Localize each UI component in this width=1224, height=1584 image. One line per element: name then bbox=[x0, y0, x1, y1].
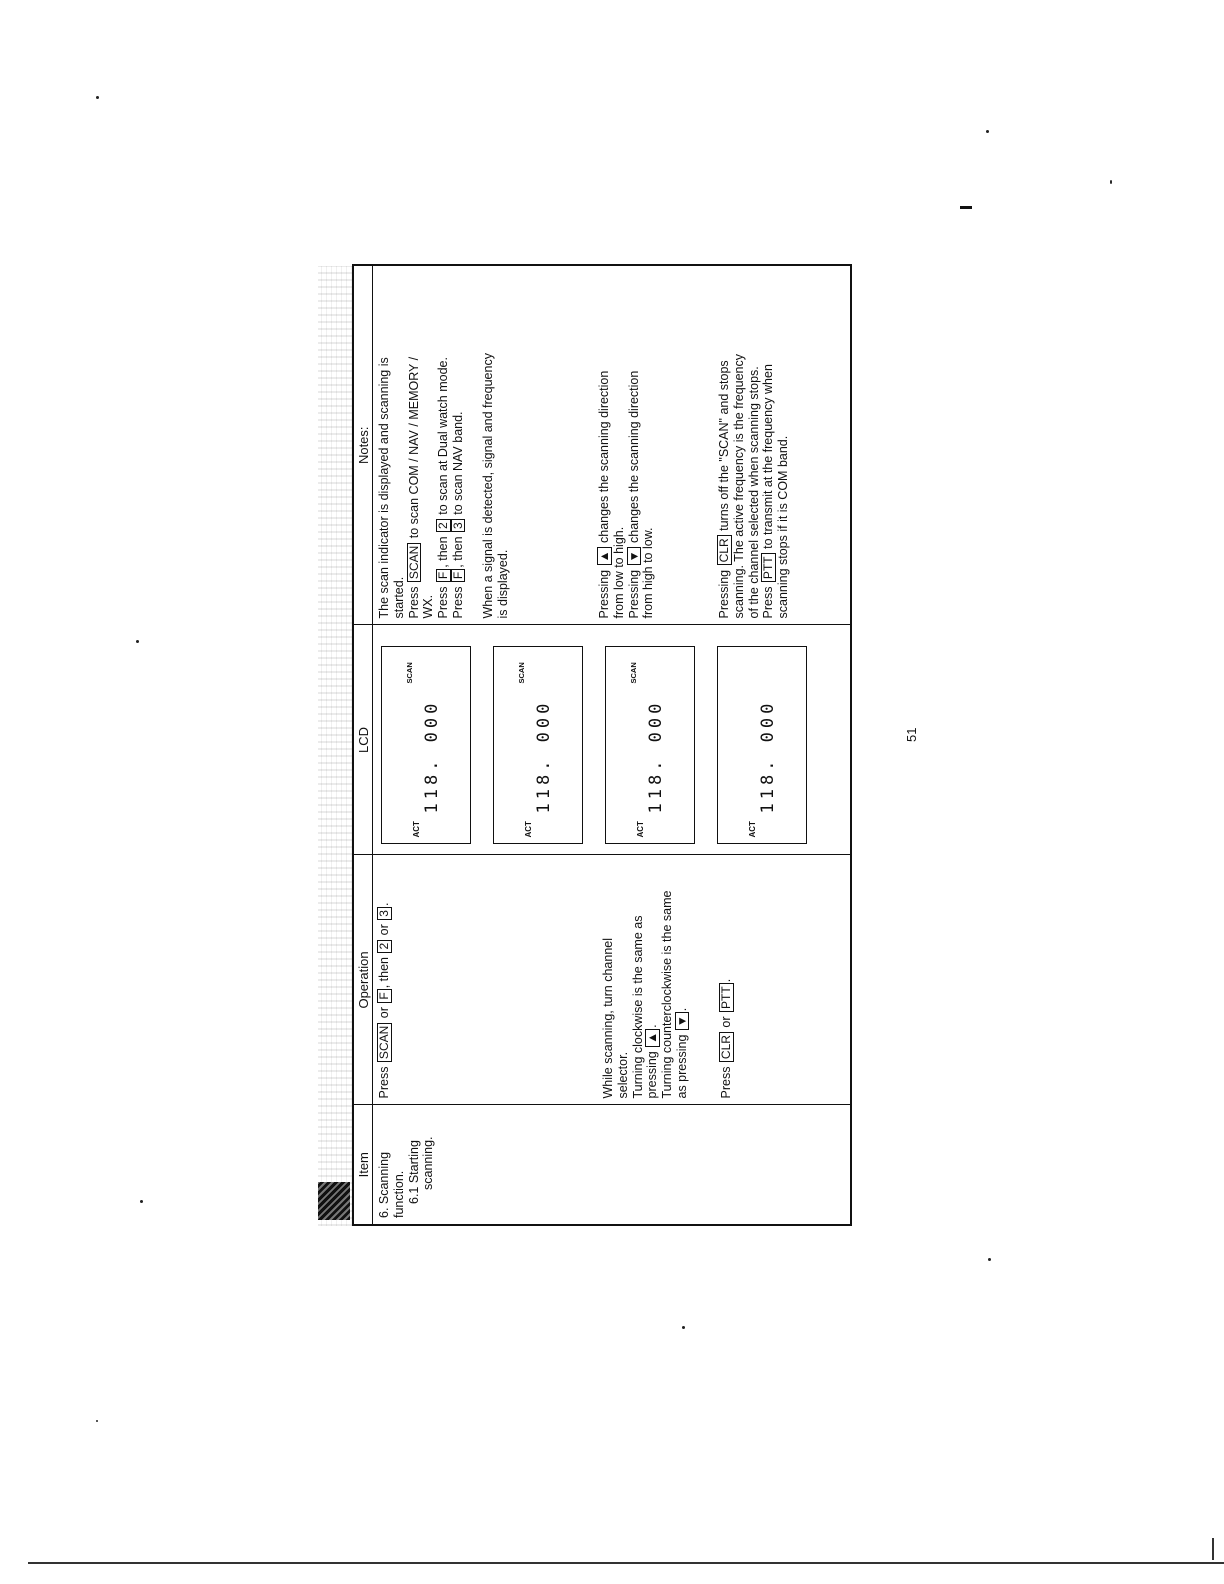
scan-speck bbox=[682, 1326, 685, 1329]
lcd-frequency: 118. 000 bbox=[758, 699, 778, 814]
notes-line: from high to low. bbox=[641, 527, 656, 619]
scan-speck bbox=[96, 96, 99, 99]
lcd-display bbox=[493, 647, 583, 845]
scan-speck bbox=[140, 1200, 143, 1203]
key-2: 2 bbox=[377, 940, 392, 953]
page-number: 51 bbox=[904, 727, 919, 742]
notes-line: WX. bbox=[421, 594, 436, 619]
operation-cell bbox=[373, 855, 852, 1105]
notes-text: , then bbox=[450, 536, 465, 568]
lcd-frequency: 118. 000 bbox=[534, 699, 554, 814]
lcd-act-label: ACT bbox=[636, 821, 645, 838]
scan-mark bbox=[960, 206, 972, 209]
notes-cell bbox=[373, 265, 852, 625]
operation-step-2 bbox=[601, 862, 719, 1099]
op-text: Press bbox=[719, 1066, 733, 1099]
notes-line: of the channel selected when scanning stops. bbox=[746, 366, 761, 619]
scan-noise-strip bbox=[318, 266, 352, 1226]
notes-text: Press bbox=[761, 586, 776, 619]
ptt-key: PTT bbox=[719, 983, 734, 1012]
op-text: pressing bbox=[645, 1051, 660, 1099]
lcd-scan-indicator: SCAN bbox=[517, 662, 526, 684]
key-3: 3 bbox=[451, 519, 466, 532]
notes-text: , then bbox=[436, 536, 450, 568]
scan-noise-block bbox=[318, 1182, 350, 1220]
notes-line bbox=[761, 272, 776, 619]
op-line bbox=[675, 862, 690, 1099]
notes-text: to scan at Dual watch mode. bbox=[436, 357, 450, 515]
operations-table bbox=[352, 264, 852, 1226]
notes-line: started. bbox=[391, 576, 406, 619]
op-text: . bbox=[674, 1007, 689, 1012]
lcd-act-label: ACT bbox=[748, 821, 757, 838]
scan-speck bbox=[136, 640, 139, 643]
item-subtitle-2: scanning. bbox=[421, 1136, 436, 1190]
lcd-scan-indicator: SCAN bbox=[405, 662, 414, 684]
op-text: or bbox=[719, 1016, 733, 1028]
down-arrow-key: ▼ bbox=[675, 1012, 690, 1030]
notes-line bbox=[451, 272, 466, 619]
notes-block-2 bbox=[481, 272, 597, 619]
operation-step-1 bbox=[377, 862, 473, 1099]
notes-line: scanning. The active frequency is the frequency bbox=[731, 353, 746, 619]
ptt-key: PTT bbox=[761, 553, 776, 582]
op-text: , then bbox=[377, 957, 391, 989]
notes-line bbox=[597, 272, 612, 619]
table-row bbox=[373, 265, 852, 1225]
clr-key: CLR bbox=[717, 535, 732, 565]
operation-step-spacer bbox=[473, 862, 601, 1099]
notes-line: from low to high. bbox=[611, 526, 626, 619]
notes-block-1 bbox=[377, 272, 481, 619]
op-text: or bbox=[377, 1007, 391, 1019]
op-line: Turning counterclockwise is the same bbox=[660, 890, 674, 1099]
operation-step-3 bbox=[719, 862, 734, 1099]
notes-text: changes the scanning direction bbox=[597, 370, 611, 543]
f-key: F bbox=[436, 569, 451, 582]
lcd-frequency: 118. 000 bbox=[646, 699, 666, 814]
lcd-act-label: ACT bbox=[412, 821, 421, 838]
bottom-rule bbox=[28, 1562, 1224, 1564]
scan-speck bbox=[96, 1420, 98, 1422]
lcd-cell bbox=[373, 625, 852, 855]
op-line: While scanning, turn channel bbox=[601, 937, 615, 1099]
lcd-act-label: ACT bbox=[524, 821, 533, 838]
rotated-page bbox=[352, 266, 852, 1226]
op-text: as pressing bbox=[674, 1034, 689, 1099]
scan-speck bbox=[1110, 180, 1112, 184]
notes-line bbox=[436, 272, 451, 619]
op-text: Press bbox=[377, 1066, 391, 1099]
right-tick-mark bbox=[1212, 1538, 1214, 1560]
scan-speck bbox=[988, 1258, 991, 1261]
scan-speck bbox=[986, 130, 989, 133]
notes-text: to transmit at the frequency when bbox=[761, 364, 776, 549]
header-operation: Operation bbox=[353, 855, 373, 1105]
header-item: Item bbox=[353, 1105, 373, 1225]
notes-block-3 bbox=[597, 272, 717, 619]
up-arrow-key: ▲ bbox=[645, 1029, 660, 1047]
notes-line: is displayed. bbox=[495, 549, 510, 619]
notes-line bbox=[627, 272, 642, 619]
lcd-display bbox=[717, 647, 807, 845]
op-line bbox=[645, 862, 660, 1099]
op-text: . bbox=[377, 902, 391, 907]
notes-text: Press bbox=[450, 586, 465, 619]
op-text: . bbox=[645, 1024, 660, 1028]
lcd-display bbox=[605, 647, 695, 845]
notes-text: Press bbox=[436, 586, 450, 619]
lcd-frequency: 118. 000 bbox=[422, 699, 442, 814]
table-header-row bbox=[353, 265, 373, 1225]
clr-key: CLR bbox=[719, 1032, 734, 1062]
header-notes: Notes: bbox=[353, 265, 373, 625]
op-line: selector. bbox=[615, 1051, 630, 1099]
notes-text: Pressing bbox=[626, 569, 641, 619]
scan-key: SCAN bbox=[377, 1023, 392, 1062]
op-text: or bbox=[377, 924, 391, 936]
up-arrow-key: ▲ bbox=[597, 547, 612, 565]
item-subtitle: 6.1 Starting bbox=[406, 1140, 421, 1204]
notes-text: Press bbox=[406, 586, 421, 619]
notes-block-4 bbox=[717, 272, 791, 619]
notes-line bbox=[407, 272, 422, 619]
item-cell bbox=[373, 1105, 852, 1225]
item-title: 6. Scanning function. bbox=[377, 1151, 406, 1218]
notes-text: changes the scanning direction bbox=[626, 370, 641, 543]
down-arrow-key: ▼ bbox=[627, 547, 642, 565]
notes-text: to scan NAV band. bbox=[450, 411, 465, 515]
notes-line: scanning stops if it is COM band. bbox=[776, 435, 790, 619]
notes-line: The scan indicator is displayed and scanning is bbox=[377, 357, 391, 619]
header-lcd: LCD bbox=[353, 625, 373, 855]
notes-line: When a signal is detected, signal and frequency bbox=[481, 353, 495, 619]
notes-text: turns off the "SCAN" and stops bbox=[717, 360, 731, 531]
lcd-scan-indicator: SCAN bbox=[629, 662, 638, 684]
key-3: 3 bbox=[377, 907, 392, 920]
lcd-display bbox=[381, 647, 471, 845]
notes-line bbox=[717, 272, 732, 619]
notes-text: Pressing bbox=[597, 569, 611, 619]
notes-text: to scan COM / NAV / MEMORY / bbox=[406, 356, 421, 539]
notes-text: Pressing bbox=[717, 569, 731, 619]
f-key: F bbox=[451, 569, 466, 582]
op-line: Turning clockwise is the same as bbox=[630, 915, 645, 1099]
f-key: F bbox=[377, 989, 392, 1002]
op-text: . bbox=[719, 978, 733, 983]
scan-key: SCAN bbox=[407, 543, 422, 582]
key-2: 2 bbox=[436, 519, 451, 532]
